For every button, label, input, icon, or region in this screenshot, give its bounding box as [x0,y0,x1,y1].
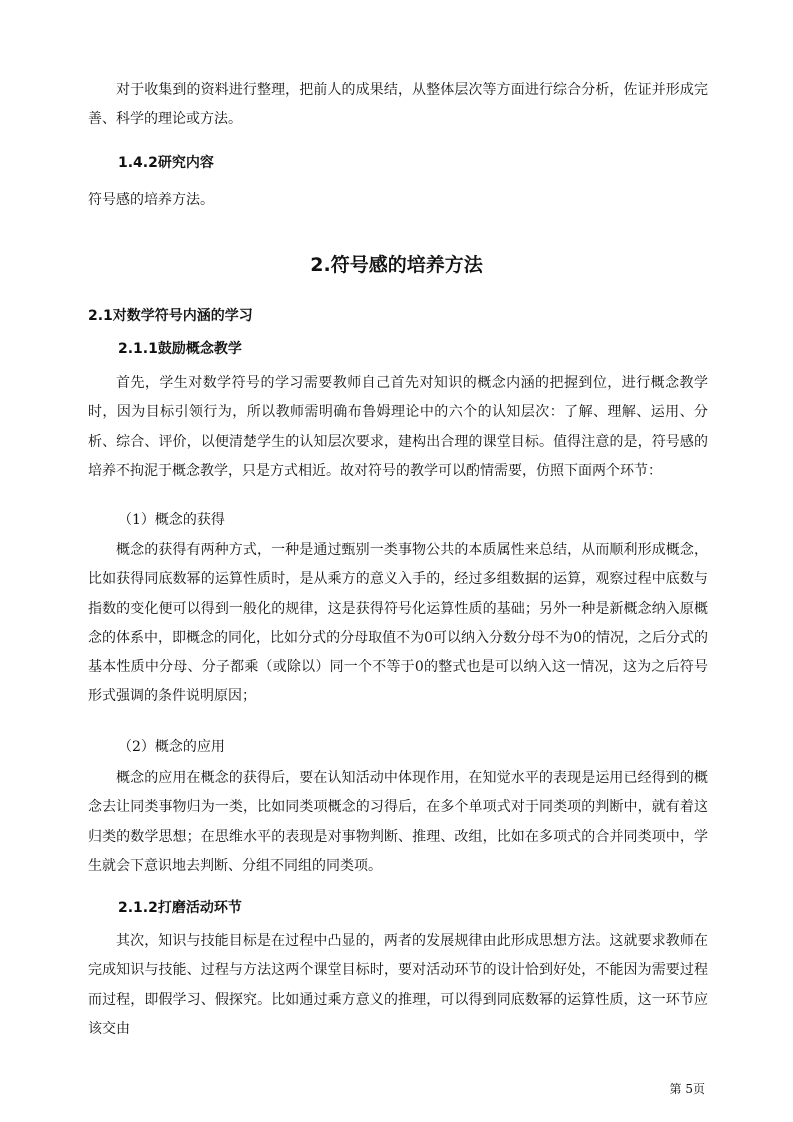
heading-2-1-1: 2.1.1鼓励概念教学 [118,341,242,357]
paragraph-intro: 对于收集到的资料进行整理，把前人的成果结，从整体层次等方面进行综合分析，佐证并形成完善、科学的理论或方法。 [88,82,708,128]
chapter-title: 2.符号感的培养方法 [310,254,483,276]
paragraph-concept-application: 概念的应用在概念的获得后，要在认知活动中体现作用，在知觉水平的表现是运用已经得到的概念去让同类事物归为一类，比如同类项概念的习得后，在多个单项式对于同类项的判断中，就有着这归类的数学思想；在思维水平的表现是对事物判断、推理、改组，比如在多项式的合并同类项中，学生就会下意识地去判断、分组不同组的同类项。 [88,770,708,874]
paragraph-research-content: 符号感的培养方法。 [88,192,214,208]
heading-2-1: 2.1对数学符号内涵的学习 [88,308,253,324]
heading-1-4-2: 1.4.2研究内容 [118,155,214,171]
paragraph-concept-teaching: 首先，学生对数学符号的学习需要教师自己首先对知识的概念内涵的把握到位，进行概念教学时，因为目标引领行为，所以教师需明确布鲁姆理论中的六个的认知层次：了解、理解、运用、分析、综合、评价，以便清楚学生的认知层次要求，建构出合理的课堂目标。值得注意的是，符号感的培养不拘泥于概念教学，只是方式相近。故对符号的教学可以酌情需要，仿照下面两个环节： [88,375,708,479]
page-number: 第 5页 [669,1082,705,1096]
subheading-concept-acquisition: （1）概念的获得 [118,512,225,528]
heading-2-1-2: 2.1.2打磨活动环节 [118,900,242,916]
paragraph-activity-design: 其次，知识与技能目标是在过程中凸显的，两者的发展规律由此形成思想方法。这就要求教师在完成知识与技能、过程与方法这两个课堂目标时，要对活动环节的设计恰到好处，不能因为需要过程而过程，即假学习、假探究。比如通过乘方意义的推理，可以得到同底数幂的运算性质，这一环节应该交由 [88,933,708,1037]
paragraph-concept-acquisition: 概念的获得有两种方式，一种是通过甄别一类事物公共的本质属性来总结，从而顺利形成概念，比如获得同底数幂的运算性质时，是从乘方的意义入手的，经过多组数据的运算，观察过程中底数与指数的变化便可以得到一般化的规律，这是获得符号化运算性质的基础；另外一种是新概念纳入原概念的体系中，即概念的同化，比如分式的分母取值不为0可以纳入分数分母不为0的情况，之后分式的基本性质中分母、分子都乘（或除以）同一个不等于0的整式也是可以纳入这一情况，这为之后符号形式强调的条件说明原因； [88,542,708,705]
subheading-concept-application: （2）概念的应用 [118,739,225,755]
